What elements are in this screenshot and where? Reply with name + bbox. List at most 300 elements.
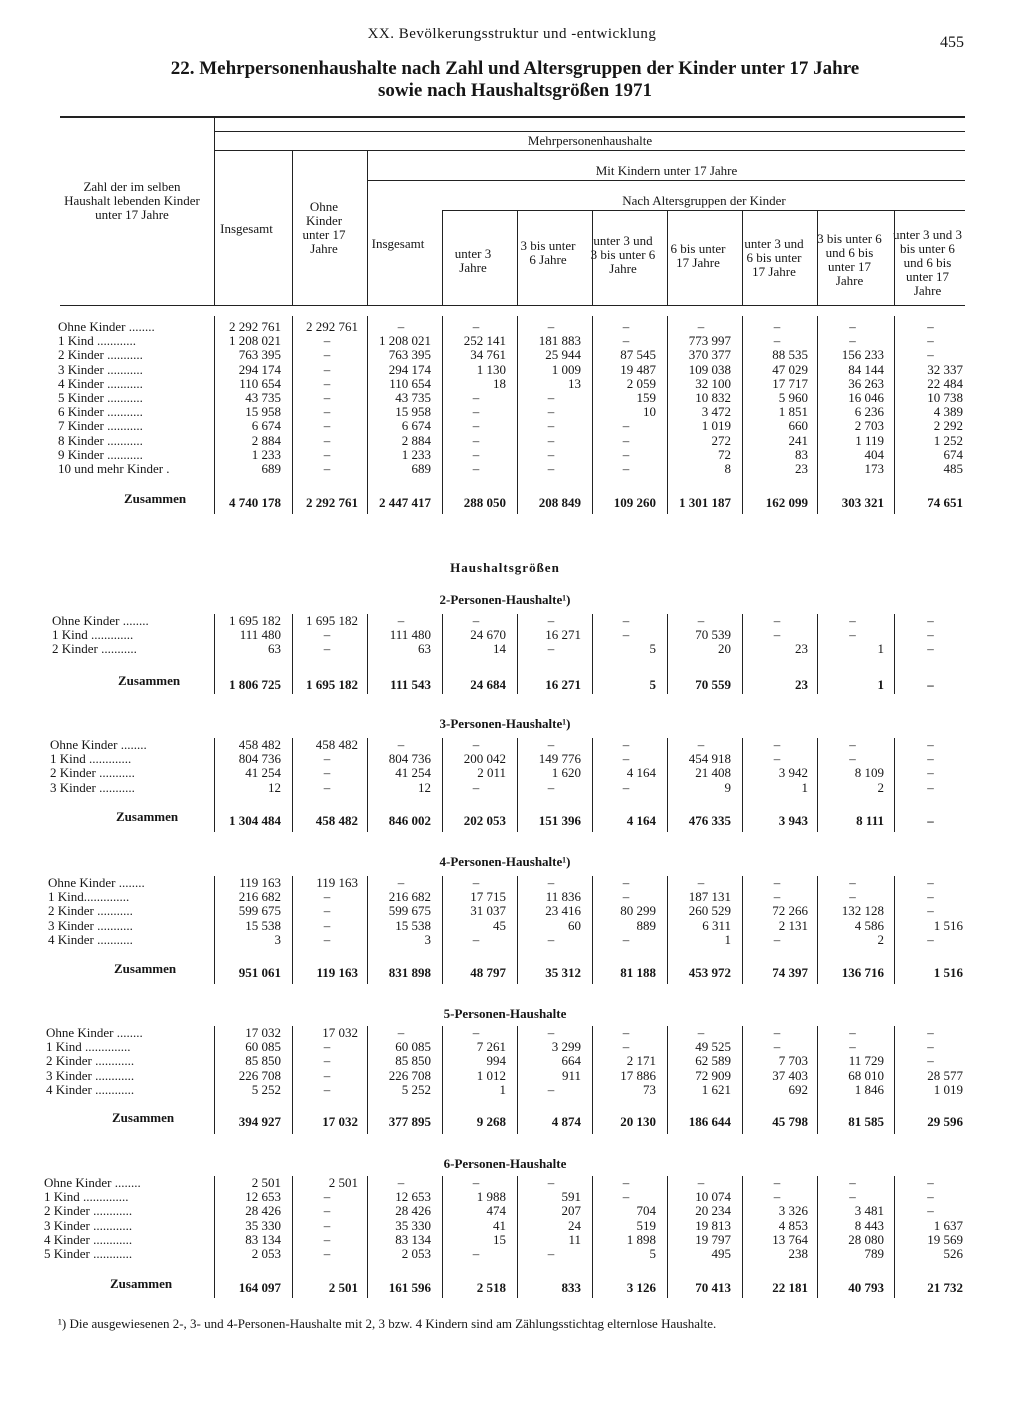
table-cell: – <box>622 461 630 476</box>
table-cell: 2 <box>877 931 884 947</box>
column-rule <box>367 316 368 514</box>
row-label: 6 Kinder ........... <box>58 404 143 420</box>
table-cell: – <box>397 613 405 628</box>
column-header: unter 3 und 3 bis unter 6 und 6 bis unter 17 Jahre <box>893 227 962 298</box>
column-rule <box>817 1026 818 1134</box>
column-rule <box>592 614 593 694</box>
table-cell: – <box>323 1231 331 1247</box>
table-cell: 111 480 <box>239 627 281 643</box>
title-line-2: sowie nach Haushaltsgrößen 1971 <box>378 80 652 101</box>
table-cell: 19 797 <box>695 1231 731 1247</box>
total-cell: 119 163 <box>316 965 358 980</box>
table-cell: – <box>472 1025 480 1040</box>
row-label: 8 Kinder ........... <box>58 432 143 448</box>
total-cell: 24 684 <box>470 677 506 692</box>
table-cell: – <box>472 779 480 795</box>
total-cell: 29 596 <box>927 1114 963 1129</box>
total-cell: 833 <box>561 1280 581 1295</box>
table-cell: 63 <box>268 641 281 657</box>
table-cell: 83 134 <box>395 1231 431 1247</box>
table-cell: 3 481 <box>854 1203 884 1219</box>
table-cell: 6 674 <box>251 418 281 434</box>
total-cell: 8 111 <box>856 813 884 828</box>
total-label: Zusammen <box>116 809 179 824</box>
table-cell: 10 074 <box>695 1189 731 1205</box>
table-cell: 1 233 <box>401 446 431 462</box>
table-cell: – <box>622 432 630 448</box>
table-cell: 11 <box>568 1231 581 1247</box>
table-cell: 294 174 <box>238 361 281 377</box>
table-cell: 272 <box>711 432 731 448</box>
row-label: 1 Kind ............. <box>52 627 134 643</box>
table-cell: – <box>697 319 705 334</box>
column-rule <box>367 738 368 832</box>
table-cell: 28 080 <box>848 1231 884 1247</box>
row-label: 3 Kinder ........... <box>58 361 143 377</box>
table-cell: 156 233 <box>841 347 884 363</box>
table-cell: 2 011 <box>477 765 506 781</box>
table-cell: 18 <box>493 375 506 391</box>
header-mit-kindern: Mit Kindern unter 17 Jahre <box>595 163 738 178</box>
table-cell: 85 850 <box>245 1053 281 1069</box>
column-rule <box>894 1026 895 1134</box>
row-label: Ohne Kinder ........ <box>48 875 145 890</box>
table-cell: – <box>622 319 630 334</box>
row-label: 2 Kinder ........... <box>52 641 137 657</box>
column-rule <box>442 1026 443 1134</box>
table-cell: – <box>622 446 630 462</box>
table-cell: – <box>323 765 331 781</box>
total-cell: 22 181 <box>772 1280 808 1295</box>
column-rule <box>214 116 215 305</box>
table-cell: 1 988 <box>476 1189 506 1205</box>
table-cell: 8 443 <box>854 1217 884 1233</box>
column-rule <box>817 614 818 694</box>
total-cell: 45 798 <box>772 1114 808 1129</box>
row-label: Ohne Kinder ........ <box>44 1175 141 1190</box>
column-rule <box>442 876 443 984</box>
table-cell: 72 909 <box>695 1067 731 1083</box>
table-cell: 21 408 <box>695 765 731 781</box>
table-cell: – <box>397 1025 405 1040</box>
column-rule <box>742 876 743 984</box>
total-cell: 4 740 178 <box>229 495 281 510</box>
table-cell: 1 012 <box>476 1067 506 1083</box>
column-rule <box>517 738 518 832</box>
column-rule <box>742 1176 743 1298</box>
total-cell: 1 695 182 <box>306 677 358 692</box>
table-cell: 11 729 <box>848 1053 884 1069</box>
table-cell: 73 <box>643 1081 656 1097</box>
total-cell: 831 898 <box>388 965 431 980</box>
table-cell: 11 836 <box>545 889 581 905</box>
table-cell: – <box>323 1246 331 1261</box>
table-cell: 1 130 <box>476 361 506 377</box>
total-cell: 74 651 <box>927 495 963 510</box>
total-cell: 2 447 417 <box>379 495 431 510</box>
total-cell: 81 585 <box>848 1114 884 1129</box>
table-cell: 28 426 <box>245 1203 281 1219</box>
total-cell: 70 559 <box>695 677 731 692</box>
column-rule <box>592 1026 593 1134</box>
table-cell: – <box>773 1025 781 1040</box>
table-cell: 519 <box>636 1217 656 1233</box>
table-cell: 1 208 021 <box>229 333 281 349</box>
table-cell: 5 252 <box>251 1081 281 1097</box>
table-cell: – <box>547 779 555 795</box>
table-cell: 2 053 <box>251 1246 281 1261</box>
table-cell: 84 144 <box>848 361 884 377</box>
column-rule <box>667 614 668 694</box>
table-cell: 60 085 <box>395 1039 431 1055</box>
table-cell: 216 682 <box>238 889 281 905</box>
table-cell: 1 252 <box>933 432 963 448</box>
table-cell: 43 735 <box>395 390 431 405</box>
total-cell: – <box>927 677 934 692</box>
column-rule <box>742 614 743 694</box>
table-cell: 12 653 <box>395 1189 431 1205</box>
table-cell: 804 736 <box>238 751 281 767</box>
table-cell: – <box>323 917 331 933</box>
table-cell: 23 <box>795 461 808 476</box>
column-rule <box>367 1176 368 1298</box>
table-cell: – <box>547 446 555 462</box>
table-cell: 207 <box>561 1203 581 1219</box>
table-cell: 36 263 <box>848 375 884 391</box>
rule <box>443 210 965 211</box>
column-rule <box>742 738 743 832</box>
table-cell: 17 886 <box>620 1067 656 1083</box>
total-label: Zusammen <box>110 1276 173 1291</box>
block-heading: 3-Personen-Haushalte¹) <box>439 716 571 731</box>
total-cell: 2 292 761 <box>306 495 358 510</box>
table-cell: 87 545 <box>620 347 656 363</box>
table-cell: – <box>622 1039 630 1055</box>
table-cell: 111 480 <box>389 627 431 643</box>
total-cell: 3 943 <box>778 813 808 828</box>
total-cell: 23 <box>795 677 808 692</box>
total-cell: 16 271 <box>545 677 581 692</box>
table-cell: 32 100 <box>695 375 731 391</box>
table-cell: 485 <box>943 461 963 476</box>
table-cell: 200 042 <box>463 751 506 767</box>
column-rule <box>667 1026 668 1134</box>
row-label: 5 Kinder ........... <box>58 390 143 405</box>
table-cell: 13 764 <box>772 1231 808 1247</box>
table-cell: – <box>472 418 480 434</box>
table-cell: 3 326 <box>778 1203 808 1219</box>
table-cell: 454 918 <box>688 751 731 767</box>
total-label: Zusammen <box>118 673 181 688</box>
table-cell: 763 395 <box>388 347 431 363</box>
table-cell: – <box>622 1175 630 1190</box>
table-cell: 2 <box>877 779 884 795</box>
table-cell: 1 208 021 <box>379 333 431 349</box>
table-cell: – <box>622 627 630 643</box>
table-cell: 23 416 <box>545 903 581 919</box>
table-cell: 458 482 <box>315 737 358 752</box>
row-label: 2 Kinder ............ <box>46 1053 135 1069</box>
row-label: 7 Kinder ........... <box>58 418 143 434</box>
table-cell: 252 141 <box>463 333 506 349</box>
table-cell: – <box>472 1175 480 1190</box>
table-cell: – <box>927 347 934 363</box>
table-cell: 689 <box>411 461 431 476</box>
table-cell: 63 <box>418 641 431 657</box>
table-cell: 1 516 <box>933 917 963 933</box>
table-cell: 28 577 <box>927 1067 963 1083</box>
table-cell: 12 653 <box>245 1189 281 1205</box>
header-mehrpersonen: Mehrpersonenhaushalte <box>527 133 653 148</box>
table-cell: 1 637 <box>933 1217 963 1233</box>
table-cell: 994 <box>486 1053 506 1069</box>
table-cell: 4 164 <box>626 765 656 781</box>
table-cell: 2 884 <box>251 432 281 448</box>
rule <box>368 180 965 181</box>
table-cell: – <box>547 418 555 434</box>
table-cell: – <box>323 361 331 377</box>
table-cell: 15 958 <box>245 404 281 420</box>
table-cell: – <box>547 875 555 890</box>
table-cell: 773 997 <box>688 333 731 349</box>
row-label: 2 Kinder ............ <box>44 1203 133 1219</box>
column-rule <box>442 210 443 305</box>
column-header: unter 3 und 3 bis unter 6 Jahre <box>590 233 656 276</box>
block-heading: 6-Personen-Haushalte <box>443 1156 567 1171</box>
table-cell: 8 <box>724 461 731 476</box>
column-rule <box>592 738 593 832</box>
column-rule <box>517 316 518 514</box>
table-cell: 7 703 <box>778 1053 808 1069</box>
table-cell: – <box>849 751 856 767</box>
column-rule <box>742 210 743 305</box>
total-cell: 48 797 <box>470 965 506 980</box>
table-cell: – <box>927 1203 934 1219</box>
column-header: Ohne Kinder unter 17 Jahre <box>302 199 346 256</box>
column-header: 3 bis unter 6 und 6 bis unter 17 Jahre <box>817 231 882 288</box>
table-cell: 43 735 <box>245 390 281 405</box>
table-cell: – <box>849 1175 856 1190</box>
total-cell: 81 188 <box>620 965 656 980</box>
row-label: 9 Kinder ........... <box>58 446 143 462</box>
table-cell: – <box>849 737 856 752</box>
total-cell: 20 130 <box>620 1114 656 1129</box>
total-cell: 109 260 <box>613 495 656 510</box>
total-cell: 162 099 <box>765 495 808 510</box>
table-cell: – <box>323 1217 331 1233</box>
total-cell: 5 <box>649 677 656 692</box>
column-rule <box>742 316 743 514</box>
table-cell: – <box>927 903 934 919</box>
table-cell: – <box>927 627 934 643</box>
table-cell: 34 761 <box>470 347 506 363</box>
page-number: 455 <box>940 34 964 51</box>
total-cell: 111 543 <box>390 677 431 692</box>
column-rule <box>667 316 668 514</box>
column-rule <box>367 150 368 305</box>
table-cell: 3 <box>424 931 431 947</box>
column-rule <box>592 1176 593 1298</box>
table-cell: 1 <box>801 779 808 795</box>
column-rule <box>592 876 593 984</box>
table-cell: 110 654 <box>239 375 281 391</box>
table-cell: – <box>697 1025 705 1040</box>
column-header: Insgesamt <box>220 221 273 236</box>
total-cell: 3 126 <box>626 1280 656 1295</box>
table-cell: 110 654 <box>389 375 431 391</box>
table-cell: – <box>547 1246 555 1261</box>
table-cell: 474 <box>486 1203 506 1219</box>
table-cell: – <box>323 1189 331 1205</box>
table-cell: – <box>323 751 331 767</box>
row-label: 10 und mehr Kinder . <box>58 461 170 476</box>
table-cell: 10 738 <box>927 390 963 405</box>
table-cell: 16 271 <box>545 627 581 643</box>
table-cell: – <box>472 931 480 947</box>
table-cell: – <box>323 404 331 420</box>
table-cell: – <box>323 1081 331 1097</box>
table-cell: 109 038 <box>688 361 731 377</box>
table-cell: 660 <box>788 418 808 434</box>
column-rule <box>214 1176 215 1298</box>
table-cell: 911 <box>561 1067 581 1083</box>
table-cell: – <box>547 1175 555 1190</box>
table-cell: – <box>547 404 555 420</box>
table-cell: 495 <box>711 1246 731 1261</box>
table-cell: 72 <box>718 446 731 462</box>
table-cell: 4 853 <box>778 1217 808 1233</box>
table-cell: 5 960 <box>778 390 808 405</box>
row-label: 2 Kinder ........... <box>58 347 143 363</box>
total-label: Zusammen <box>112 1110 175 1125</box>
total-cell: 21 732 <box>927 1280 963 1295</box>
table-cell: 260 529 <box>688 903 731 919</box>
table-cell: – <box>547 931 555 947</box>
table-cell: – <box>472 446 480 462</box>
table-cell: 3 <box>274 931 281 947</box>
column-rule <box>817 876 818 984</box>
column-rule <box>214 1026 215 1134</box>
table-cell: – <box>323 446 331 462</box>
table-cell: – <box>773 889 781 905</box>
table-cell: – <box>323 779 331 795</box>
table-cell: 2 884 <box>401 432 431 448</box>
table-cell: – <box>323 1067 331 1083</box>
table-cell: 1 846 <box>854 1081 884 1097</box>
table-cell: – <box>927 1039 934 1055</box>
column-rule <box>292 738 293 832</box>
table-cell: 1 898 <box>626 1231 656 1247</box>
table-cell: – <box>323 390 331 405</box>
table-cell: 80 299 <box>620 903 656 919</box>
total-cell: 74 397 <box>772 965 808 980</box>
table-cell: 10 <box>643 404 656 420</box>
table-cell: 23 <box>795 641 808 657</box>
table-cell: 4 586 <box>854 917 884 933</box>
table-cell: – <box>547 641 555 657</box>
table-cell: 20 <box>718 641 731 657</box>
table-cell: 216 682 <box>388 889 431 905</box>
table-cell: 789 <box>864 1246 884 1261</box>
column-rule <box>292 614 293 694</box>
table-cell: – <box>547 390 555 405</box>
table-cell: 1 851 <box>778 404 808 420</box>
table-cell: – <box>773 613 781 628</box>
table-cell: 17 032 <box>245 1025 281 1040</box>
column-header: unter 3 und 6 bis unter 17 Jahre <box>744 236 804 279</box>
total-cell: 161 596 <box>388 1280 431 1295</box>
total-cell: 151 396 <box>538 813 581 828</box>
table-cell: – <box>547 1025 555 1040</box>
table-cell: – <box>472 737 480 752</box>
table-cell: 83 134 <box>245 1231 281 1247</box>
table-cell: 9 <box>724 779 731 795</box>
column-rule <box>442 1176 443 1298</box>
table-cell: – <box>927 751 934 767</box>
table-cell: – <box>323 1053 331 1069</box>
table-cell: – <box>773 1039 781 1055</box>
column-header: Insgesamt <box>371 236 425 251</box>
table-cell: 8 109 <box>854 765 884 781</box>
table-cell: 2 292 <box>933 418 963 434</box>
table-cell: 19 487 <box>620 361 656 377</box>
table-cell: 1 <box>499 1081 506 1097</box>
table-cell: – <box>622 931 630 947</box>
table-cell: 60 <box>568 917 581 933</box>
table-cell: – <box>849 1025 856 1040</box>
table-cell: 25 944 <box>545 347 581 363</box>
table-cell: 1 233 <box>251 446 281 462</box>
table-cell: 35 330 <box>395 1217 431 1233</box>
table-cell: 664 <box>561 1053 581 1069</box>
table-cell: 85 850 <box>395 1053 431 1069</box>
row-label: Ohne Kinder ........ <box>50 737 147 752</box>
header-stub: Zahl der im selben Haushalt lebenden Kinder unter 17 Jahre <box>64 179 200 222</box>
column-rule <box>442 738 443 832</box>
table-cell: 159 <box>636 390 656 405</box>
rule <box>60 116 965 118</box>
table-cell: – <box>622 875 630 890</box>
column-rule <box>214 738 215 832</box>
table-cell: 41 254 <box>245 765 281 781</box>
column-rule <box>667 738 668 832</box>
table-cell: – <box>927 1053 934 1069</box>
total-cell: 164 097 <box>238 1280 281 1295</box>
table-cell: 2 292 761 <box>229 319 281 334</box>
table-cell: 17 715 <box>470 889 506 905</box>
table-cell: – <box>323 627 331 643</box>
column-rule <box>442 316 443 514</box>
total-cell: 208 849 <box>538 495 581 510</box>
total-cell: 394 927 <box>238 1114 281 1129</box>
table-cell: – <box>547 613 555 628</box>
total-cell: 17 032 <box>322 1114 358 1129</box>
table-cell: 5 252 <box>401 1081 431 1097</box>
table-cell: – <box>622 1025 630 1040</box>
table-cell: – <box>472 1246 480 1261</box>
table-cell: – <box>927 889 934 905</box>
table-cell: – <box>547 432 555 448</box>
rule <box>60 305 965 306</box>
column-rule <box>817 738 818 832</box>
table-cell: 88 535 <box>772 347 808 363</box>
row-label: 1 Kind .............. <box>46 1039 131 1055</box>
row-label: 2 Kinder ........... <box>50 765 135 781</box>
table-cell: – <box>547 461 555 476</box>
table-cell: 692 <box>788 1081 808 1097</box>
table-cell: – <box>773 875 781 890</box>
table-cell: – <box>622 418 630 434</box>
